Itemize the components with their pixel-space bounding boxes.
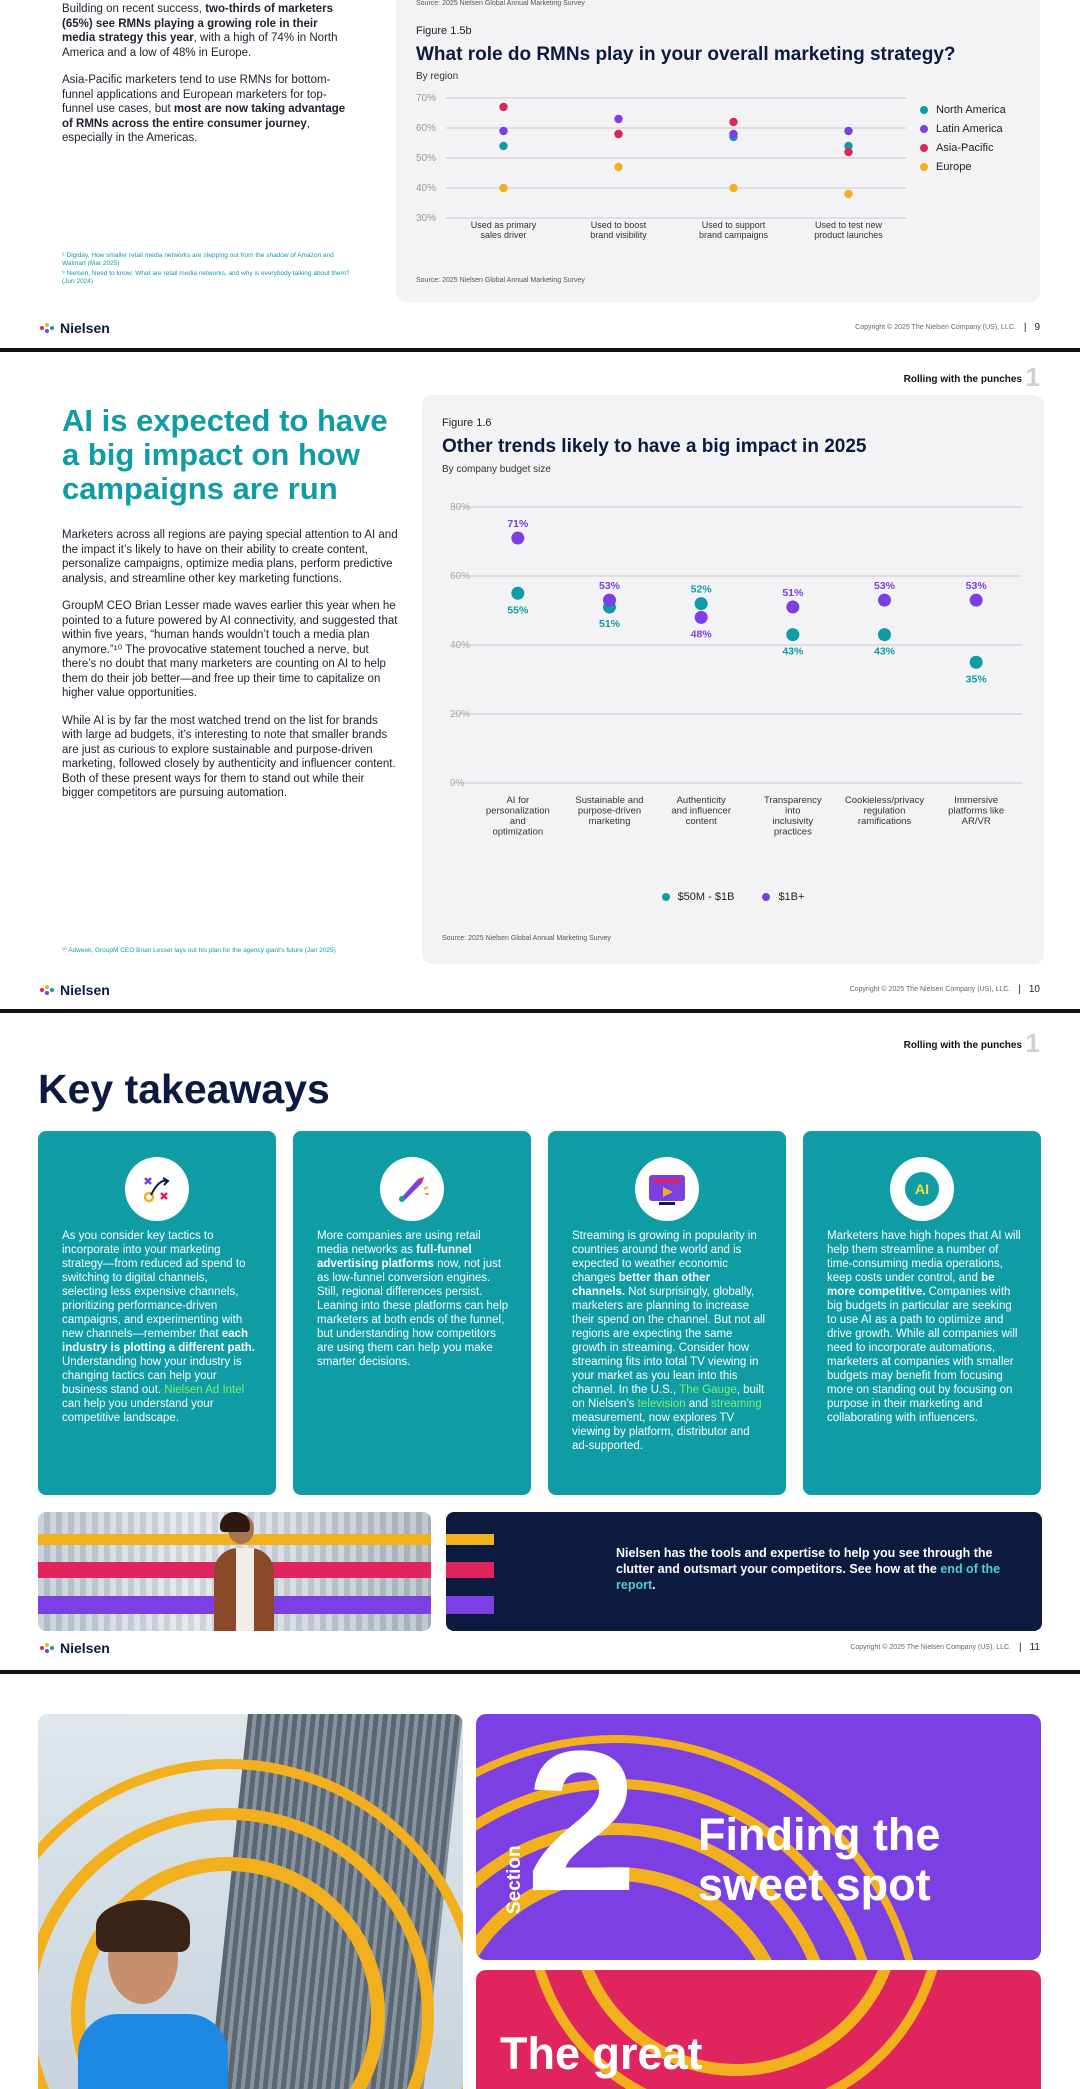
page-heading: AI is expected to have a big impact on how campaigns are run <box>62 403 388 506</box>
data-point <box>729 184 737 192</box>
rmn-chart-legend <box>920 104 1006 173</box>
data-point <box>844 148 852 156</box>
figure-label: Figure 1.5b <box>416 25 472 37</box>
next-chapter-title: The great <box>500 2028 703 2079</box>
legend-item <box>920 123 1006 135</box>
section-title: Finding the sweet spot <box>698 1809 941 1910</box>
body-paragraph-3: While AI is by far the most watched trend on the list for brands with large ad budgets, it’s interesting to note that smaller brands are just as curious to explore sustainable and purpose-driven marketing, followed closely by authenticity and influencer content. Both of these present ways for them to stand out while their bigger competitors are pursuing automation. <box>62 714 396 799</box>
data-point <box>786 601 799 614</box>
footnote-8[interactable]: ⁸ Digiday, How smaller retail media networks are stepping out from the shadow of Amazon and Walmart (Mar 2025) <box>62 252 334 267</box>
y-tick-label: 50% <box>416 153 437 164</box>
data-point <box>729 118 737 126</box>
strategy-play-icon <box>125 1157 189 1221</box>
streaming-link[interactable]: streaming <box>711 1398 762 1410</box>
page10-footnote[interactable]: ¹⁰ Adweek, GroupM CEO Brian Lesser lays out his plan for the agency giant’s future (Jan 2025) <box>62 947 336 954</box>
data-point <box>614 130 622 138</box>
copyright-text: Copyright © 2025 The Nielsen Company (US), LLC. <box>849 986 1011 993</box>
x-category-label: AI for personalization and optimization <box>485 795 550 838</box>
intro-paragraph-1: Building on recent success, two-thirds of marketers (65%) see RMNs playing a growing role in their media strategy this year, with a high of 74% in North America and a low of 48% in Europe. <box>62 3 338 59</box>
data-point <box>695 597 708 610</box>
ai-badge-icon: AI <box>890 1157 954 1221</box>
legend-label: Asia-Pacific <box>936 142 994 154</box>
legend-label: $50M - $1B <box>677 891 735 903</box>
x-category-label: Used to support brand campaigns <box>698 220 769 240</box>
data-point <box>499 103 507 111</box>
nielsen-logo[interactable] <box>40 320 110 336</box>
key-takeaways-heading: Key takeaways <box>38 1066 330 1112</box>
nielsen-logo[interactable] <box>40 1640 110 1656</box>
body-paragraph-1: Marketers across all regions are paying special attention to AI and the impact it’s likely to have on their ability to create content, personalize campaigns, optimize media plans, perform predictive analysis, and streamline other key marketing functions. <box>62 529 398 585</box>
footnote-9[interactable]: ⁹ Nielsen, Need to know: What are retail media networks, and why is everybody talking about them? (Jun 2024) <box>62 270 350 285</box>
data-label: 52% <box>690 583 712 596</box>
data-point <box>970 594 983 607</box>
y-tick-label: 20% <box>450 709 471 720</box>
data-point <box>614 163 622 171</box>
figure-1-6-panel <box>422 395 1044 964</box>
data-point <box>614 115 622 123</box>
body-paragraph-2: GroupM CEO Brian Lesser made waves earlier this year when he pointed to a future powered by AI connectivity, and suggested that within five years, “human hands wouldn’t touch a media plan anymore.”¹⁰ The provocative statement touched a nerve, but there’s no doubt that many marketers are counting on AI to help them do their job better—and free up their time to capitalize on higher value opportunities. <box>62 600 398 699</box>
card-ai-text: Marketers have high hopes that AI will help them streamline a number of time-consuming media operations, keep costs under control, and be more competitive. Companies with big budgets in particular are seeking to use AI as a path to optimize and drive growth. While all companies will need to incorporate automations, marketers at companies with smaller budgets may benefit from focusing more on standing out by focusing on purpose in their marketing and collaborating with influencers. <box>827 1230 1021 1424</box>
x-category-label: Sustainable and purpose-driven marketing <box>575 795 644 827</box>
television-link[interactable]: television <box>637 1398 686 1410</box>
y-tick-label: 40% <box>450 640 471 651</box>
data-point <box>729 130 737 138</box>
page-number: 10 <box>1028 984 1040 995</box>
legend-swatch <box>920 106 928 114</box>
nielsen-logo[interactable] <box>40 982 110 998</box>
data-point <box>844 190 852 198</box>
data-point <box>878 628 891 641</box>
nielsen-logo-icon <box>40 985 54 995</box>
data-label: 71% <box>507 518 529 531</box>
legend-label: North America <box>936 104 1006 116</box>
y-tick-label: 0% <box>450 778 465 789</box>
data-point <box>499 142 507 150</box>
data-label: 53% <box>965 580 987 593</box>
cta-text: Nielsen has the tools and expertise to help you see through the clutter and outsmart your competitors. See how at the end of the report. <box>616 1546 1001 1592</box>
nielsen-logo-text: Nielsen <box>60 982 110 998</box>
section-number-big: 2 <box>526 1714 638 1933</box>
card-rmn-text: More companies are using retail media networks as full-funnel advertising platforms now, not just as low-funnel conversion engines. Still, regional differences persist. Leaning into these platforms can help marketers at both ends of the funnel, but understanding how competitors are using them can help you make smarter decisions. <box>317 1230 509 1368</box>
y-tick-label: 60% <box>450 571 471 582</box>
nielsen-logo-text: Nielsen <box>60 1640 110 1656</box>
streaming-screen-icon <box>635 1157 699 1221</box>
section-label: Section <box>504 1845 525 1914</box>
page9-intro <box>62 2 352 146</box>
page11-footer: Copyright © 2025 The Nielsen Company (US), LLC. | 11 <box>850 1642 1040 1653</box>
end-of-report-link[interactable]: end of the report <box>616 1562 1001 1592</box>
legend-swatch <box>662 893 670 901</box>
legend-swatch <box>920 163 928 171</box>
y-tick-label: 60% <box>416 123 437 134</box>
section-number: 1 <box>1025 362 1040 392</box>
data-point <box>844 127 852 135</box>
top-source: Source: 2025 Nielsen Global Annual Marketing Survey <box>416 0 585 7</box>
x-category-label: Used to test new product launches <box>814 220 883 240</box>
data-point <box>603 594 616 607</box>
data-label: 43% <box>782 645 804 658</box>
page-number: 11 <box>1029 1642 1040 1653</box>
data-point <box>511 532 524 545</box>
figure-source: Source: 2025 Nielsen Global Annual Marketing Survey <box>442 935 611 942</box>
y-tick-label: 70% <box>416 93 437 104</box>
legend-item <box>920 142 1006 154</box>
section-2-title-card <box>476 1714 1041 1960</box>
data-point <box>695 611 708 624</box>
data-point <box>970 656 983 669</box>
data-label: 35% <box>965 673 987 686</box>
page-number: 9 <box>1034 322 1040 333</box>
legend-swatch <box>762 893 770 901</box>
y-tick-label: 40% <box>416 183 437 194</box>
next-chapter-card <box>476 1970 1041 2089</box>
legend-swatch <box>920 125 928 133</box>
takeaway-card-streaming <box>548 1131 786 1495</box>
x-category-label: Used as primary sales driver <box>470 220 537 240</box>
intro-paragraph-2: Asia-Pacific marketers tend to use RMNs for bottom-funnel applications and European marketers for top-funnel use cases, but most are now taking advantage of RMNs across the entire consumer journey, especially in the Americas. <box>62 74 346 144</box>
figure-label: Figure 1.6 <box>442 417 492 429</box>
data-label: 43% <box>873 645 896 658</box>
copyright-text: Copyright © 2025 The Nielsen Company (US), LLC. <box>855 324 1016 331</box>
legend-item <box>920 161 1006 173</box>
data-label: 48% <box>690 628 712 641</box>
data-point <box>878 594 891 607</box>
legend-label: $1B+ <box>778 891 805 903</box>
data-point <box>499 127 507 135</box>
x-category-label: Immersive platforms like AR/VR <box>948 795 1005 827</box>
card-tactics-text: As you consider key tactics to incorporate into your marketing strategy—from reduced ad spend to switching to digital channels, selecting less expensive channels, prioritizing performance-driven campaigns, and experimenting with new channels—remember that each industry is plotting a different path. Understanding how your industry is changing tactics can help your business stand out. Nielsen Ad Intel can help you understand your competitive landscape. <box>62 1230 255 1424</box>
trends-chart <box>428 485 1028 855</box>
the-gauge-link[interactable]: The Gauge <box>679 1384 737 1396</box>
takeaway-card-rmn <box>293 1131 531 1495</box>
takeaway-card-tactics <box>38 1131 276 1495</box>
legend-label: Europe <box>936 161 972 173</box>
data-point <box>786 628 799 641</box>
x-category-label: Transparency into inclusivity practices <box>763 795 822 838</box>
cta-banner[interactable] <box>446 1512 1042 1631</box>
y-tick-label: 30% <box>416 213 437 224</box>
page9-footnotes <box>62 252 352 286</box>
x-category-label: Authenticity and influencer content <box>671 795 732 827</box>
page-10 <box>0 352 1080 1009</box>
page10-body <box>62 528 398 801</box>
page9-footer: Copyright © 2025 The Nielsen Company (US), LLC. | 9 <box>855 322 1040 333</box>
section-photo <box>38 1714 463 2089</box>
section-tag: Rolling with the punches <box>903 374 1022 385</box>
page-9 <box>0 0 1080 348</box>
woman-portrait <box>78 1874 218 2089</box>
x-category-label: Cookieless/privacy regulation ramifications <box>844 795 925 827</box>
data-label: 55% <box>507 604 529 617</box>
figure-title: Other trends likely to have a big impact in 2025 <box>442 436 867 457</box>
legend-label: Latin America <box>936 123 1003 135</box>
figure-subtitle: By company budget size <box>442 464 551 475</box>
takeaway-card-ai <box>803 1131 1041 1495</box>
woman-figure <box>208 1512 278 1631</box>
ad-intel-link[interactable]: Nielsen Ad Intel <box>164 1384 245 1396</box>
data-point <box>511 587 524 600</box>
woman-photo-banner <box>38 1512 431 1631</box>
legend-item <box>762 891 804 903</box>
legend-item <box>920 104 1006 116</box>
data-label: 53% <box>873 580 896 593</box>
legend-item <box>662 891 735 903</box>
section-tag: Rolling with the punches <box>903 1040 1022 1051</box>
nielsen-logo-text: Nielsen <box>60 320 110 336</box>
rmn-role-chart <box>406 86 926 256</box>
megaphone-icon <box>380 1157 444 1221</box>
trends-chart-legend <box>422 891 1044 903</box>
card-streaming-text: Streaming is growing in popularity in countries around the world and is expected to weather economic changes better than other channels. Not surprisingly, globally, marketers are planning to increase their spend on the channel. But not all regions are expecting the same growth in streaming. Consider how streaming fits into total TV viewing in your market as you lean into this channel. In the U.S., The Gauge, built on Nielsen’s television and streaming measurement, now explores TV viewing by platform, distributor and ad-supported. <box>572 1230 766 1452</box>
y-tick-label: 80% <box>450 502 471 513</box>
data-point <box>499 184 507 192</box>
figure-1-5b-panel <box>396 0 1040 302</box>
section-number: 1 <box>1025 1028 1040 1058</box>
data-label: 51% <box>782 587 804 600</box>
nielsen-logo-icon <box>40 1643 54 1653</box>
data-label: 51% <box>598 618 621 631</box>
x-category-label: Used to boost brand visibility <box>590 220 647 240</box>
nielsen-logo-icon <box>40 323 54 333</box>
figure-source: Source: 2025 Nielsen Global Annual Marketing Survey <box>416 277 585 284</box>
copyright-text: Copyright © 2025 The Nielsen Company (US), LLC. <box>850 1644 1011 1651</box>
page10-footer: Copyright © 2025 The Nielsen Company (US), LLC. | 10 <box>849 984 1040 995</box>
legend-swatch <box>920 144 928 152</box>
figure-subtitle: By region <box>416 71 459 82</box>
page-12 <box>0 1674 1080 2089</box>
data-label: 53% <box>598 580 621 593</box>
figure-title: What role do RMNs play in your overall marketing strategy? <box>416 44 956 65</box>
